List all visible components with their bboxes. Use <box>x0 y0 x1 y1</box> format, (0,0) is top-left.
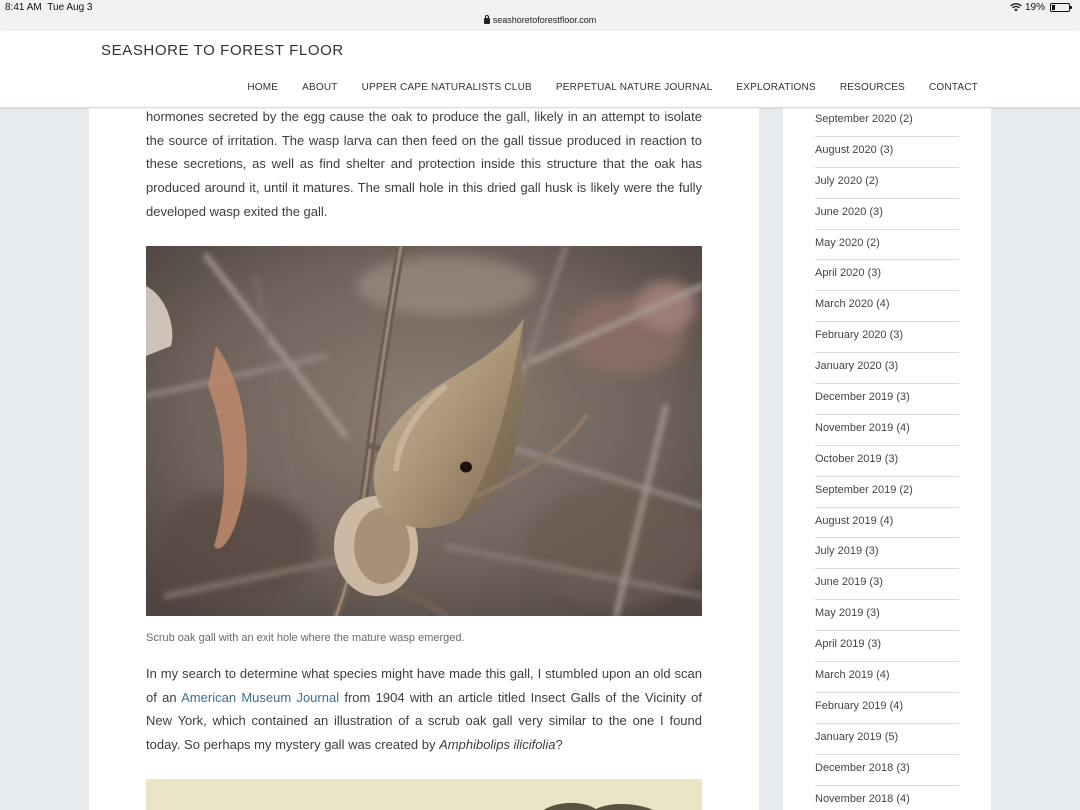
archive-item[interactable] <box>815 291 959 322</box>
archive-link[interactable]: November 2019 (4) <box>815 421 910 434</box>
archive-item[interactable] <box>815 755 959 786</box>
archive-link[interactable]: July 2020 (2) <box>815 174 879 187</box>
status-date: Tue Aug 3 <box>47 2 93 13</box>
archive-link[interactable]: November 2018 (4) <box>815 792 910 805</box>
status-time-date <box>5 2 93 13</box>
archive-link[interactable]: June 2020 (3) <box>815 205 883 218</box>
article-paragraph-2 <box>146 662 702 757</box>
archive-item[interactable] <box>815 569 959 600</box>
battery-percent: 19% <box>1024 2 1045 13</box>
archive-item[interactable] <box>815 137 959 168</box>
archive-item[interactable] <box>815 446 959 477</box>
nav-resources[interactable]: RESOURCES <box>839 82 905 93</box>
archive-item[interactable] <box>815 108 959 137</box>
archive-item[interactable] <box>815 415 959 446</box>
url-bar[interactable] <box>0 15 1080 25</box>
archive-link[interactable]: February 2019 (4) <box>815 699 904 712</box>
species-name: Amphibolips ilicifolia <box>439 737 556 753</box>
status-right <box>1010 2 1070 13</box>
archive-link[interactable]: March 2020 (4) <box>815 298 890 311</box>
article-content <box>89 108 759 810</box>
archive-link[interactable]: January 2020 (3) <box>815 360 899 373</box>
archive-link[interactable]: April 2020 (3) <box>815 267 882 280</box>
sidebar <box>783 108 991 810</box>
site-header <box>0 31 1080 108</box>
archive-item[interactable] <box>815 168 959 199</box>
gall-photo <box>146 246 702 616</box>
archive-link[interactable]: February 2020 (3) <box>815 329 904 342</box>
lock-icon <box>484 18 490 24</box>
illustration-image <box>146 779 702 810</box>
archive-link[interactable]: December 2019 (3) <box>815 391 910 404</box>
archive-item[interactable] <box>815 631 959 662</box>
archive-link[interactable]: August 2019 (4) <box>815 514 894 527</box>
archive-link[interactable]: August 2020 (3) <box>815 143 894 156</box>
paragraph-text: ? <box>555 737 563 753</box>
nav-home[interactable]: HOME <box>247 82 279 93</box>
scrub-oak-gall-image <box>146 246 702 616</box>
site-title[interactable]: SEASHORE TO FOREST FLOOR <box>101 42 344 59</box>
paragraph-text: In my search to determine what species might have made this gall, I stumbled upon an old scan of an <box>146 666 702 705</box>
archive-link[interactable]: September 2019 (2) <box>815 483 913 496</box>
archive-item[interactable] <box>815 260 959 291</box>
archive-item[interactable] <box>815 786 959 810</box>
url-text[interactable]: seashoretoforestfloor.com <box>492 15 597 25</box>
archive-item[interactable] <box>815 384 959 415</box>
archive-link[interactable]: September 2020 (2) <box>815 113 913 125</box>
archive-item[interactable] <box>815 199 959 230</box>
battery-icon <box>1050 3 1070 12</box>
archive-list <box>815 108 959 810</box>
second-photo <box>146 779 702 810</box>
nav-upper-cape-naturalists-club[interactable]: UPPER CAPE NATURALISTS CLUB <box>361 82 532 93</box>
archive-link[interactable]: May 2020 (2) <box>815 236 880 249</box>
archive-item[interactable] <box>815 353 959 384</box>
archive-item[interactable] <box>815 538 959 569</box>
wifi-icon <box>1010 3 1022 12</box>
archive-item[interactable] <box>815 508 959 539</box>
archive-item[interactable] <box>815 322 959 353</box>
status-time: 8:41 AM <box>5 2 42 13</box>
photo-caption: Scrub oak gall with an exit hole where the mature wasp emerged. <box>146 632 465 644</box>
archive-link[interactable]: June 2019 (3) <box>815 576 883 589</box>
archive-item[interactable] <box>815 693 959 724</box>
archive-item[interactable] <box>815 477 959 508</box>
ios-status-bar <box>0 0 1080 31</box>
nav-contact[interactable]: CONTACT <box>929 82 978 93</box>
archive-link[interactable]: March 2019 (4) <box>815 669 890 682</box>
archive-item[interactable] <box>815 230 959 261</box>
main-nav <box>223 82 978 93</box>
paragraph-text: from 1904 with an article titled Insect Galls of the Vicinity of New York, which contained an illustration of a scrub oak gall very similar to the one I found today. So perhaps my mystery gall was created by <box>146 689 703 753</box>
archive-link[interactable]: May 2019 (3) <box>815 607 880 620</box>
archive-link[interactable]: October 2019 (3) <box>815 452 899 465</box>
archive-link[interactable]: July 2019 (3) <box>815 545 879 558</box>
archive-item[interactable] <box>815 724 959 755</box>
archive-link[interactable]: December 2018 (3) <box>815 761 910 774</box>
archive-item[interactable] <box>815 662 959 693</box>
archive-link[interactable]: April 2019 (3) <box>815 638 882 651</box>
american-museum-journal-link[interactable]: American Museum Journal <box>181 689 340 705</box>
archive-item[interactable] <box>815 600 959 631</box>
nav-perpetual-nature-journal[interactable]: PERPETUAL NATURE JOURNAL <box>555 82 713 93</box>
battery-fill <box>1052 5 1055 10</box>
article-paragraph: hormones secreted by the egg cause the oak to produce the gall, likely in an attempt to isolate the source of irritation. The wasp larva can then feed on the gall tissue produced in reaction to these secretions, as well as find shelter and protection inside this structure that the oak has produced around it, until it matures. The small hole in this dried gall husk is likely were the fully developed wasp exited the gall. <box>146 109 702 219</box>
archive-link[interactable]: January 2019 (5) <box>815 730 899 743</box>
nav-explorations[interactable]: EXPLORATIONS <box>736 82 816 93</box>
nav-about[interactable]: ABOUT <box>302 82 338 93</box>
